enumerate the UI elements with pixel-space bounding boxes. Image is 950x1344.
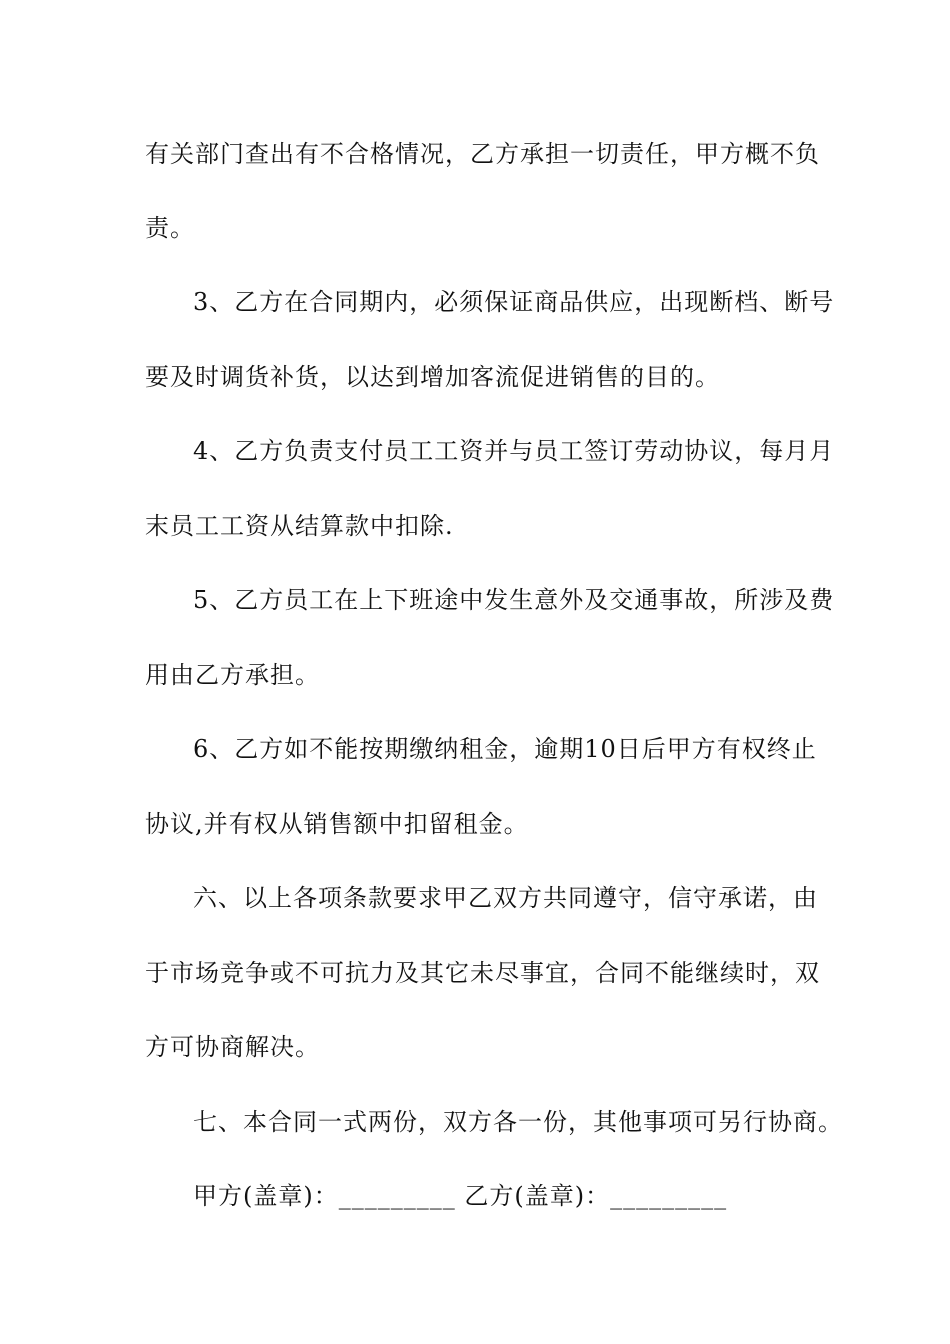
clause-3-line: 3、乙方在合同期内，必须保证商品供应，出现断档、断号: [193, 288, 835, 316]
section-7-line: 七、本合同一式两份，双方各一份，其他事项可另行协商。: [193, 1108, 843, 1136]
clause-4-line: 4、乙方负责支付员工工资并与员工签订劳动协议，每月月: [193, 437, 835, 465]
paragraph-line: 于市场竞争或不可抗力及其它未尽事宜，合同不能继续时，双: [145, 959, 820, 987]
paragraph-line: 方可协商解决。: [145, 1033, 320, 1061]
paragraph-line: 用由乙方承担。: [145, 661, 320, 689]
section-6-line: 六、以上各项条款要求甲乙双方共同遵守，信守承诺，由: [193, 884, 818, 912]
paragraph-line: 有关部门查出有不合格情况，乙方承担一切责任，甲方概不负: [145, 140, 820, 168]
paragraph-line: 责。: [145, 214, 195, 242]
signature-line: 甲方(盖章)：_________ 乙方(盖章)：_________: [193, 1182, 728, 1210]
clause-5-line: 5、乙方员工在上下班途中发生意外及交通事故，所涉及费: [193, 586, 835, 614]
paragraph-line: 末员工工资从结算款中扣除.: [145, 512, 454, 540]
paragraph-line: 协议,并有权从销售额中扣留租金。: [145, 810, 529, 838]
clause-6-line: 6、乙方如不能按期缴纳租金，逾期10日后甲方有权终止: [193, 735, 817, 763]
paragraph-line: 要及时调货补货，以达到增加客流促进销售的目的。: [145, 363, 720, 391]
